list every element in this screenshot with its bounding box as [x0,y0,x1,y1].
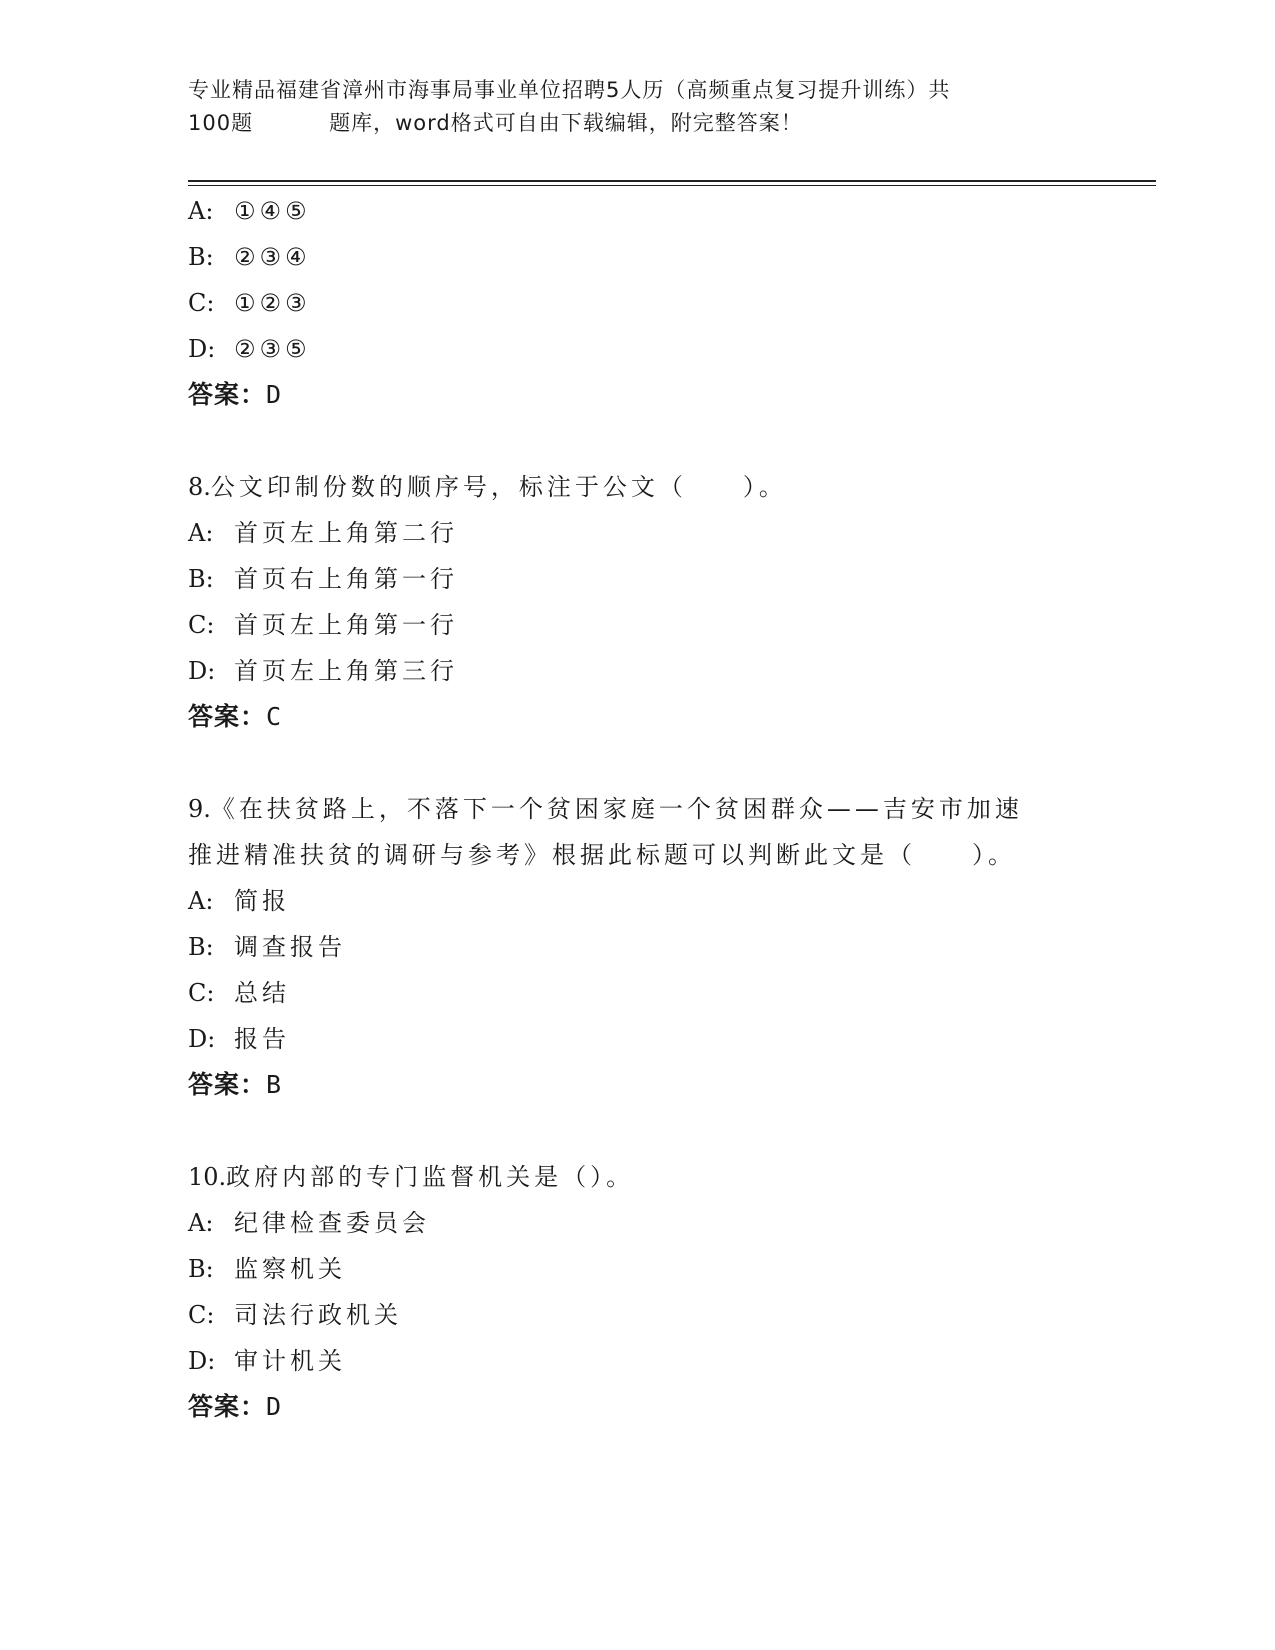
option-d: D: 报告 [188,1025,290,1053]
option-a: A: 首页左上角第二行 [188,519,458,547]
option-c: C: 司法行政机关 [188,1301,402,1329]
option-b: B: 监察机关 [188,1255,346,1283]
question-8-block [188,464,1088,740]
option-a: A: 纪律检查委员会 [188,1209,430,1237]
question-9-block [188,786,1088,1108]
header-count: 100题 [188,111,254,135]
header-rule-thin [188,185,1156,186]
question-9-stem-line-2: 推进精准扶贫的调研与参考》根据此标题可以判断此文是（ ）。 [188,841,1016,869]
option-d: D: 首页左上角第三行 [188,657,458,685]
answer-line: 答案：D [188,380,283,409]
prev-question-block [188,188,1088,418]
answer-line: 答案：C [188,702,283,731]
question-9-stem-line-1: 9.《在扶贫路上，不落下一个贫困家庭一个贫困群众——吉安市加速 [188,795,1023,823]
answer-line: 答案：D [188,1392,283,1421]
answer-line: 答案：B [188,1070,283,1099]
header-title-line-2 [188,107,1068,140]
header-rule-thick [188,180,1156,182]
question-10-stem: 10.政府内部的专门监督机关是（）。 [188,1163,635,1191]
option-c: C: 总结 [188,979,290,1007]
option-c: C: ①②③ [188,289,311,317]
option-b: B: 调查报告 [188,933,346,961]
option-a: A: ①④⑤ [188,197,311,225]
question-list [188,188,1088,1430]
option-d: D: ②③⑤ [188,335,311,363]
page-header [188,74,1068,140]
option-d: D: 审计机关 [188,1347,346,1375]
option-b: B: 首页右上角第一行 [188,565,458,593]
header-title-line-1: 专业精品福建省漳州市海事局事业单位招聘5人历（高频重点复习提升训练）共 [188,78,951,102]
option-a: A: 简报 [188,887,290,915]
option-c: C: 首页左上角第一行 [188,611,458,639]
question-10-block [188,1154,1088,1430]
header-description: 题库，word格式可自由下载编辑，附完整答案！ [329,111,803,135]
question-8-stem: 8.公文印制份数的顺序号，标注于公文（ ）。 [188,473,787,501]
option-b: B: ②③④ [188,243,311,271]
